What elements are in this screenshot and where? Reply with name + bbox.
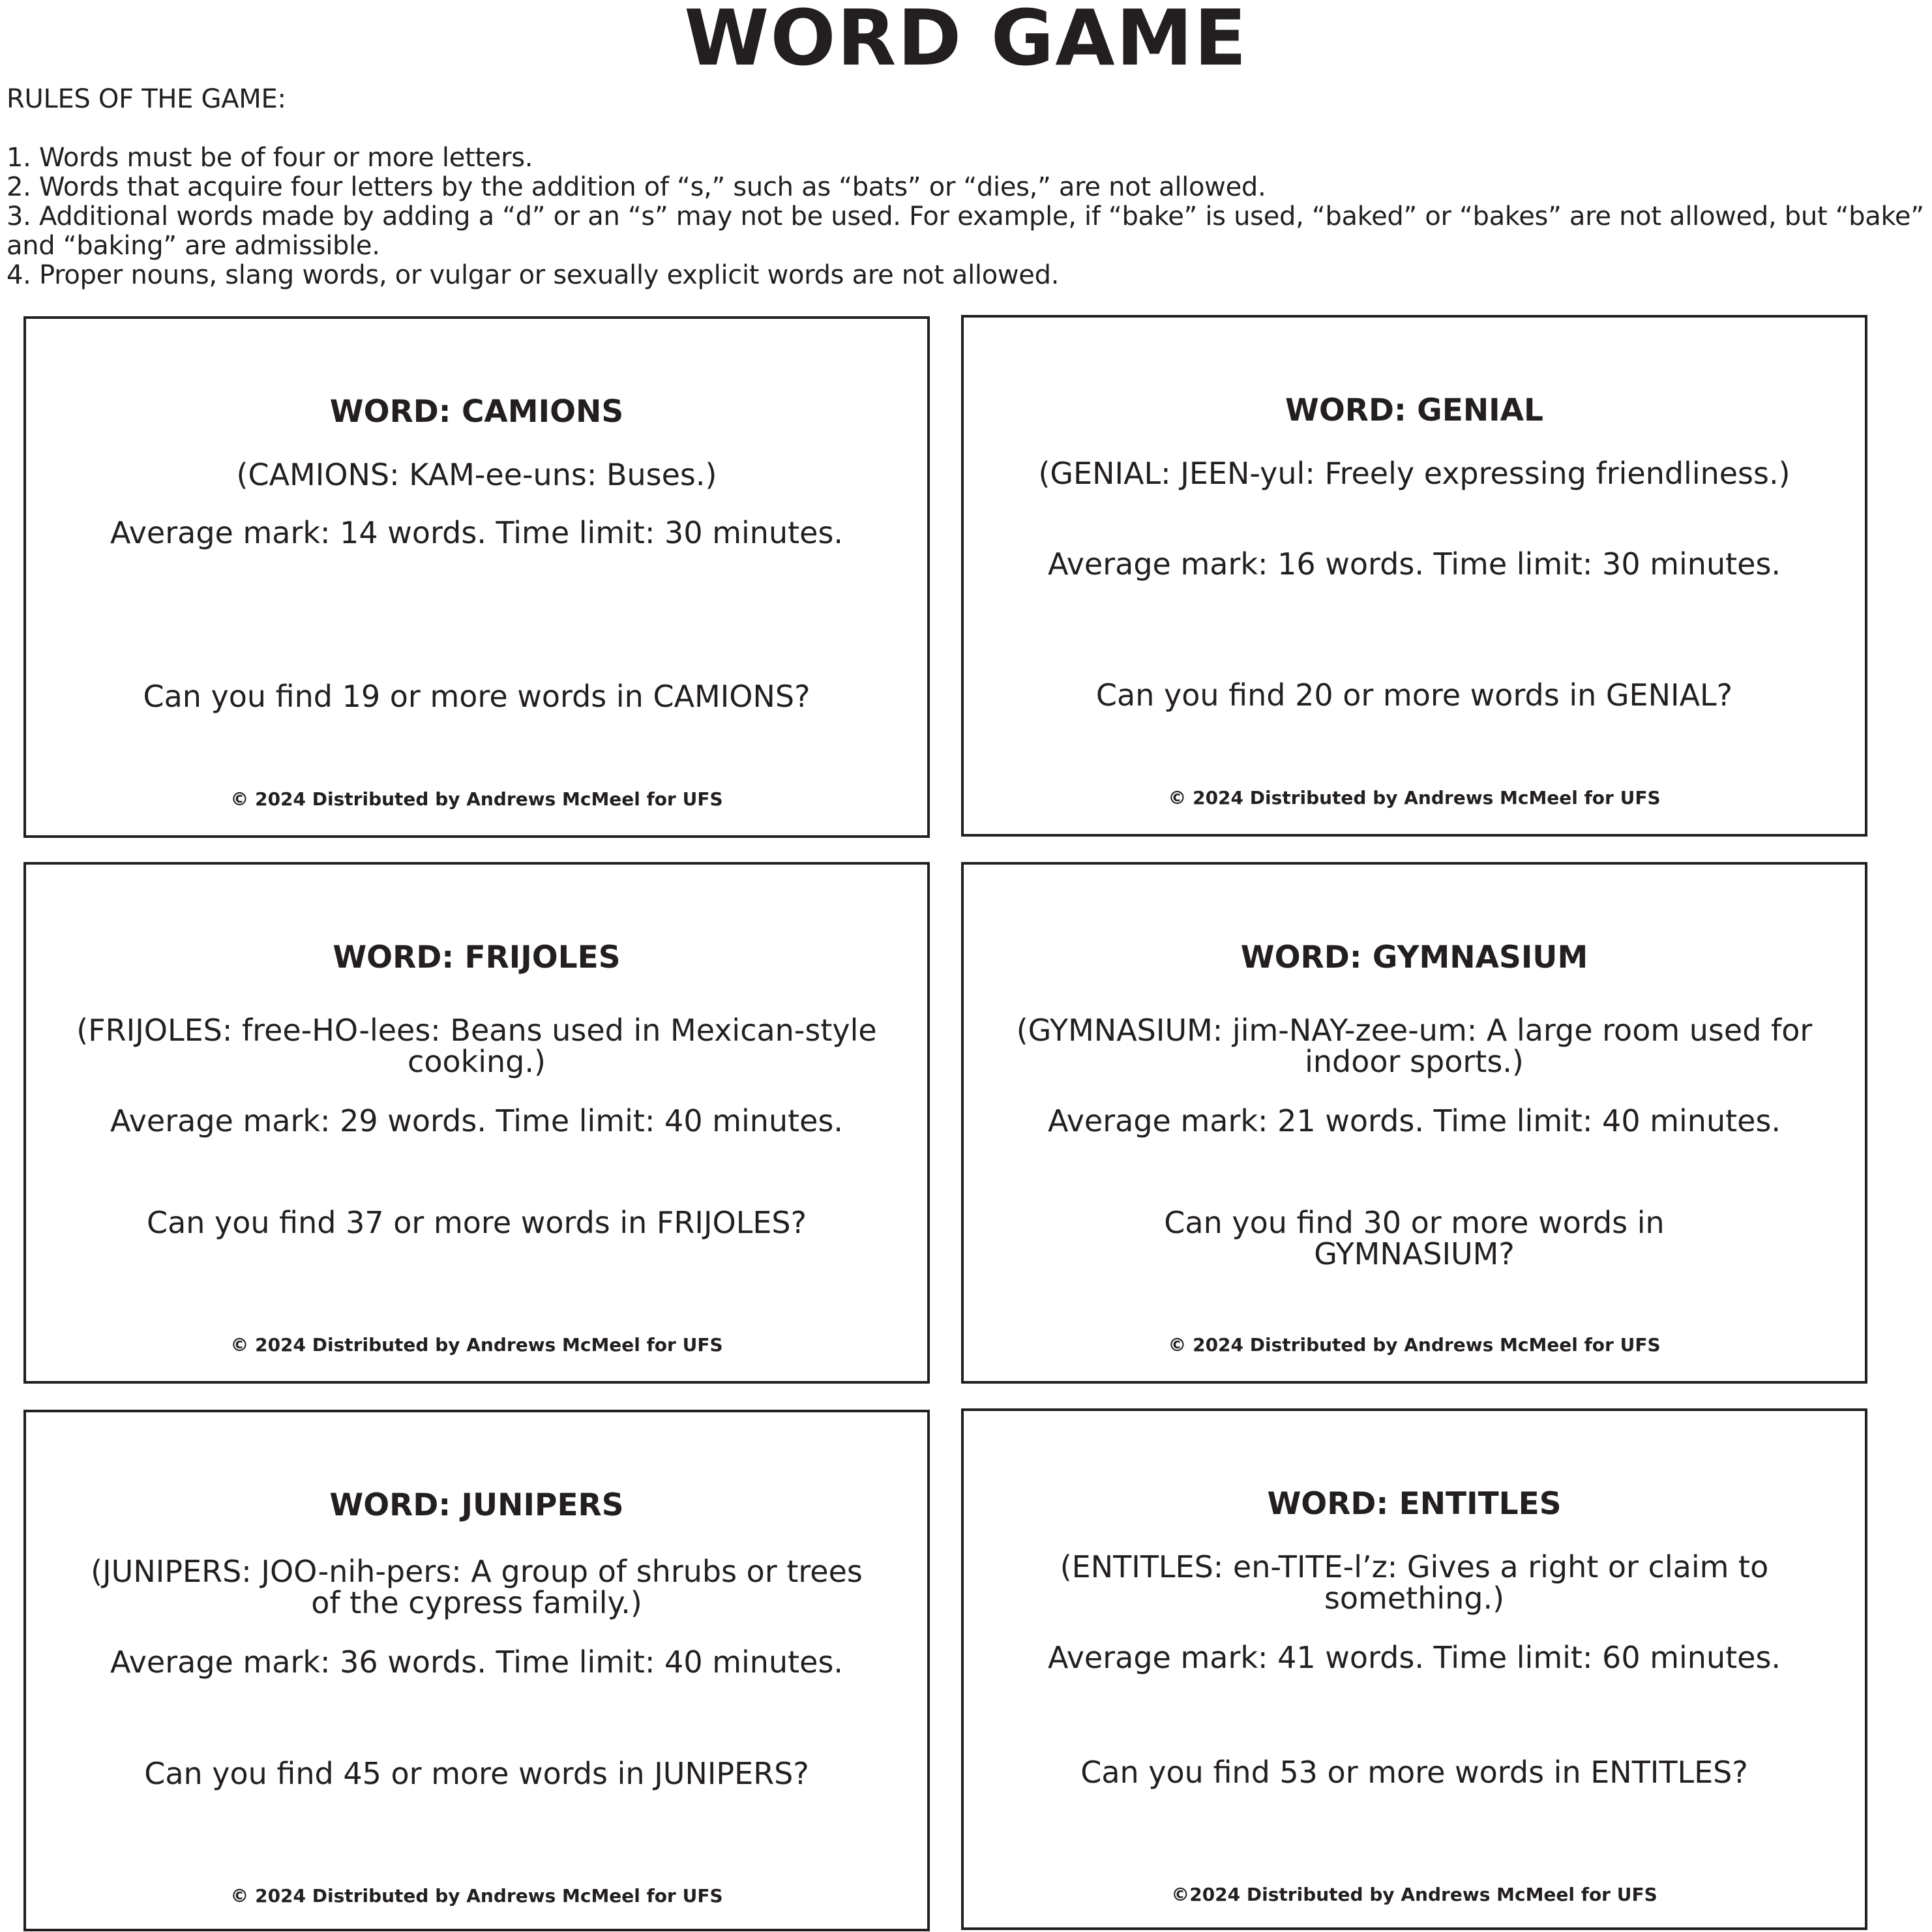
card-average-mark: Average mark: 41 words. Time limit: 60 minutes. (1047, 1640, 1781, 1675)
card-challenge: Can you find 19 or more words in CAMIONS? (143, 679, 810, 714)
puzzle-card-entitles (961, 1408, 1867, 1930)
card-copyright: © 2024 Distributed by Andrews McMeel for UFS (1168, 787, 1661, 809)
card-average-mark: Average mark: 16 words. Time limit: 30 minutes. (1047, 546, 1781, 582)
card-copyright: © 2024 Distributed by Andrews McMeel for UFS (1168, 1334, 1661, 1356)
card-word: WORD: ENTITLES (1267, 1486, 1562, 1522)
card-definition: (GYMNASIUM: jim-NAY-zee-um: A large room used for indoor sports.) (1016, 1013, 1813, 1079)
card-word: WORD: CAMIONS (329, 394, 624, 430)
card-challenge: Can you find 37 or more words in FRIJOLES? (146, 1205, 807, 1240)
puzzle-card-camions (23, 316, 930, 838)
puzzle-card-junipers (23, 1410, 930, 1931)
card-challenge: Can you find 53 or more words in ENTITLES? (1080, 1755, 1748, 1790)
page-title: WORD GAME (684, 0, 1248, 83)
card-definition: (GENIAL: JEEN-yul: Freely expressing friendliness.) (1038, 456, 1791, 491)
rule-item: 2. Words that acquire four letters by the addition of “s,” such as “bats” or “dies,” are not allowed. (7, 172, 1266, 202)
card-challenge: Can you find 20 or more words in GENIAL? (1095, 677, 1733, 713)
rule-item: 4. Proper nouns, slang words, or vulgar or sexually explicit words are not allowed. (7, 260, 1060, 290)
puzzle-card-frijoles (23, 862, 930, 1384)
card-word: WORD: JUNIPERS (329, 1487, 624, 1523)
card-copyright: © 2024 Distributed by Andrews McMeel for UFS (230, 1334, 723, 1356)
card-word: WORD: FRIJOLES (333, 940, 621, 975)
card-average-mark: Average mark: 29 words. Time limit: 40 minutes. (110, 1103, 844, 1138)
card-challenge: Can you find 30 or more words in GYMNASIUM? (1164, 1205, 1665, 1271)
card-definition: (ENTITLES: en-TITE-l’z: Gives a right or claim to something.) (1060, 1549, 1769, 1616)
card-average-mark: Average mark: 14 words. Time limit: 30 minutes. (110, 515, 844, 550)
card-definition: (JUNIPERS: JOO-nih-pers: A group of shrubs or trees of the cypress family.) (91, 1554, 863, 1620)
card-average-mark: Average mark: 21 words. Time limit: 40 minutes. (1047, 1103, 1781, 1138)
rule-item: 1. Words must be of four or more letters. (7, 143, 533, 173)
card-definition: (FRIJOLES: free-HO-lees: Beans used in Mexican-style cooking.) (76, 1013, 877, 1079)
card-copyright: ©2024 Distributed by Andrews McMeel for UFS (1171, 1884, 1657, 1905)
rules-heading: RULES OF THE GAME: (7, 84, 286, 114)
rules-section (7, 85, 1927, 290)
card-challenge: Can you find 45 or more words in JUNIPERS? (144, 1756, 809, 1791)
card-definition: (CAMIONS: KAM-ee-uns: Buses.) (236, 457, 717, 492)
card-copyright: © 2024 Distributed by Andrews McMeel for UFS (230, 1885, 723, 1907)
card-average-mark: Average mark: 36 words. Time limit: 40 minutes. (110, 1644, 844, 1680)
card-word: WORD: GENIAL (1285, 393, 1543, 428)
puzzle-card-genial (961, 315, 1867, 837)
puzzle-card-gymnasium (961, 862, 1867, 1384)
rule-item: 3. Additional words made by adding a “d” or an “s” may not be used. For example, if “bake” is used, “baked” or “bakes” are not allowed, but “bake” and “baking” are admissible. (7, 201, 1924, 261)
card-word: WORD: GYMNASIUM (1240, 940, 1588, 975)
card-copyright: © 2024 Distributed by Andrews McMeel for UFS (230, 788, 723, 810)
